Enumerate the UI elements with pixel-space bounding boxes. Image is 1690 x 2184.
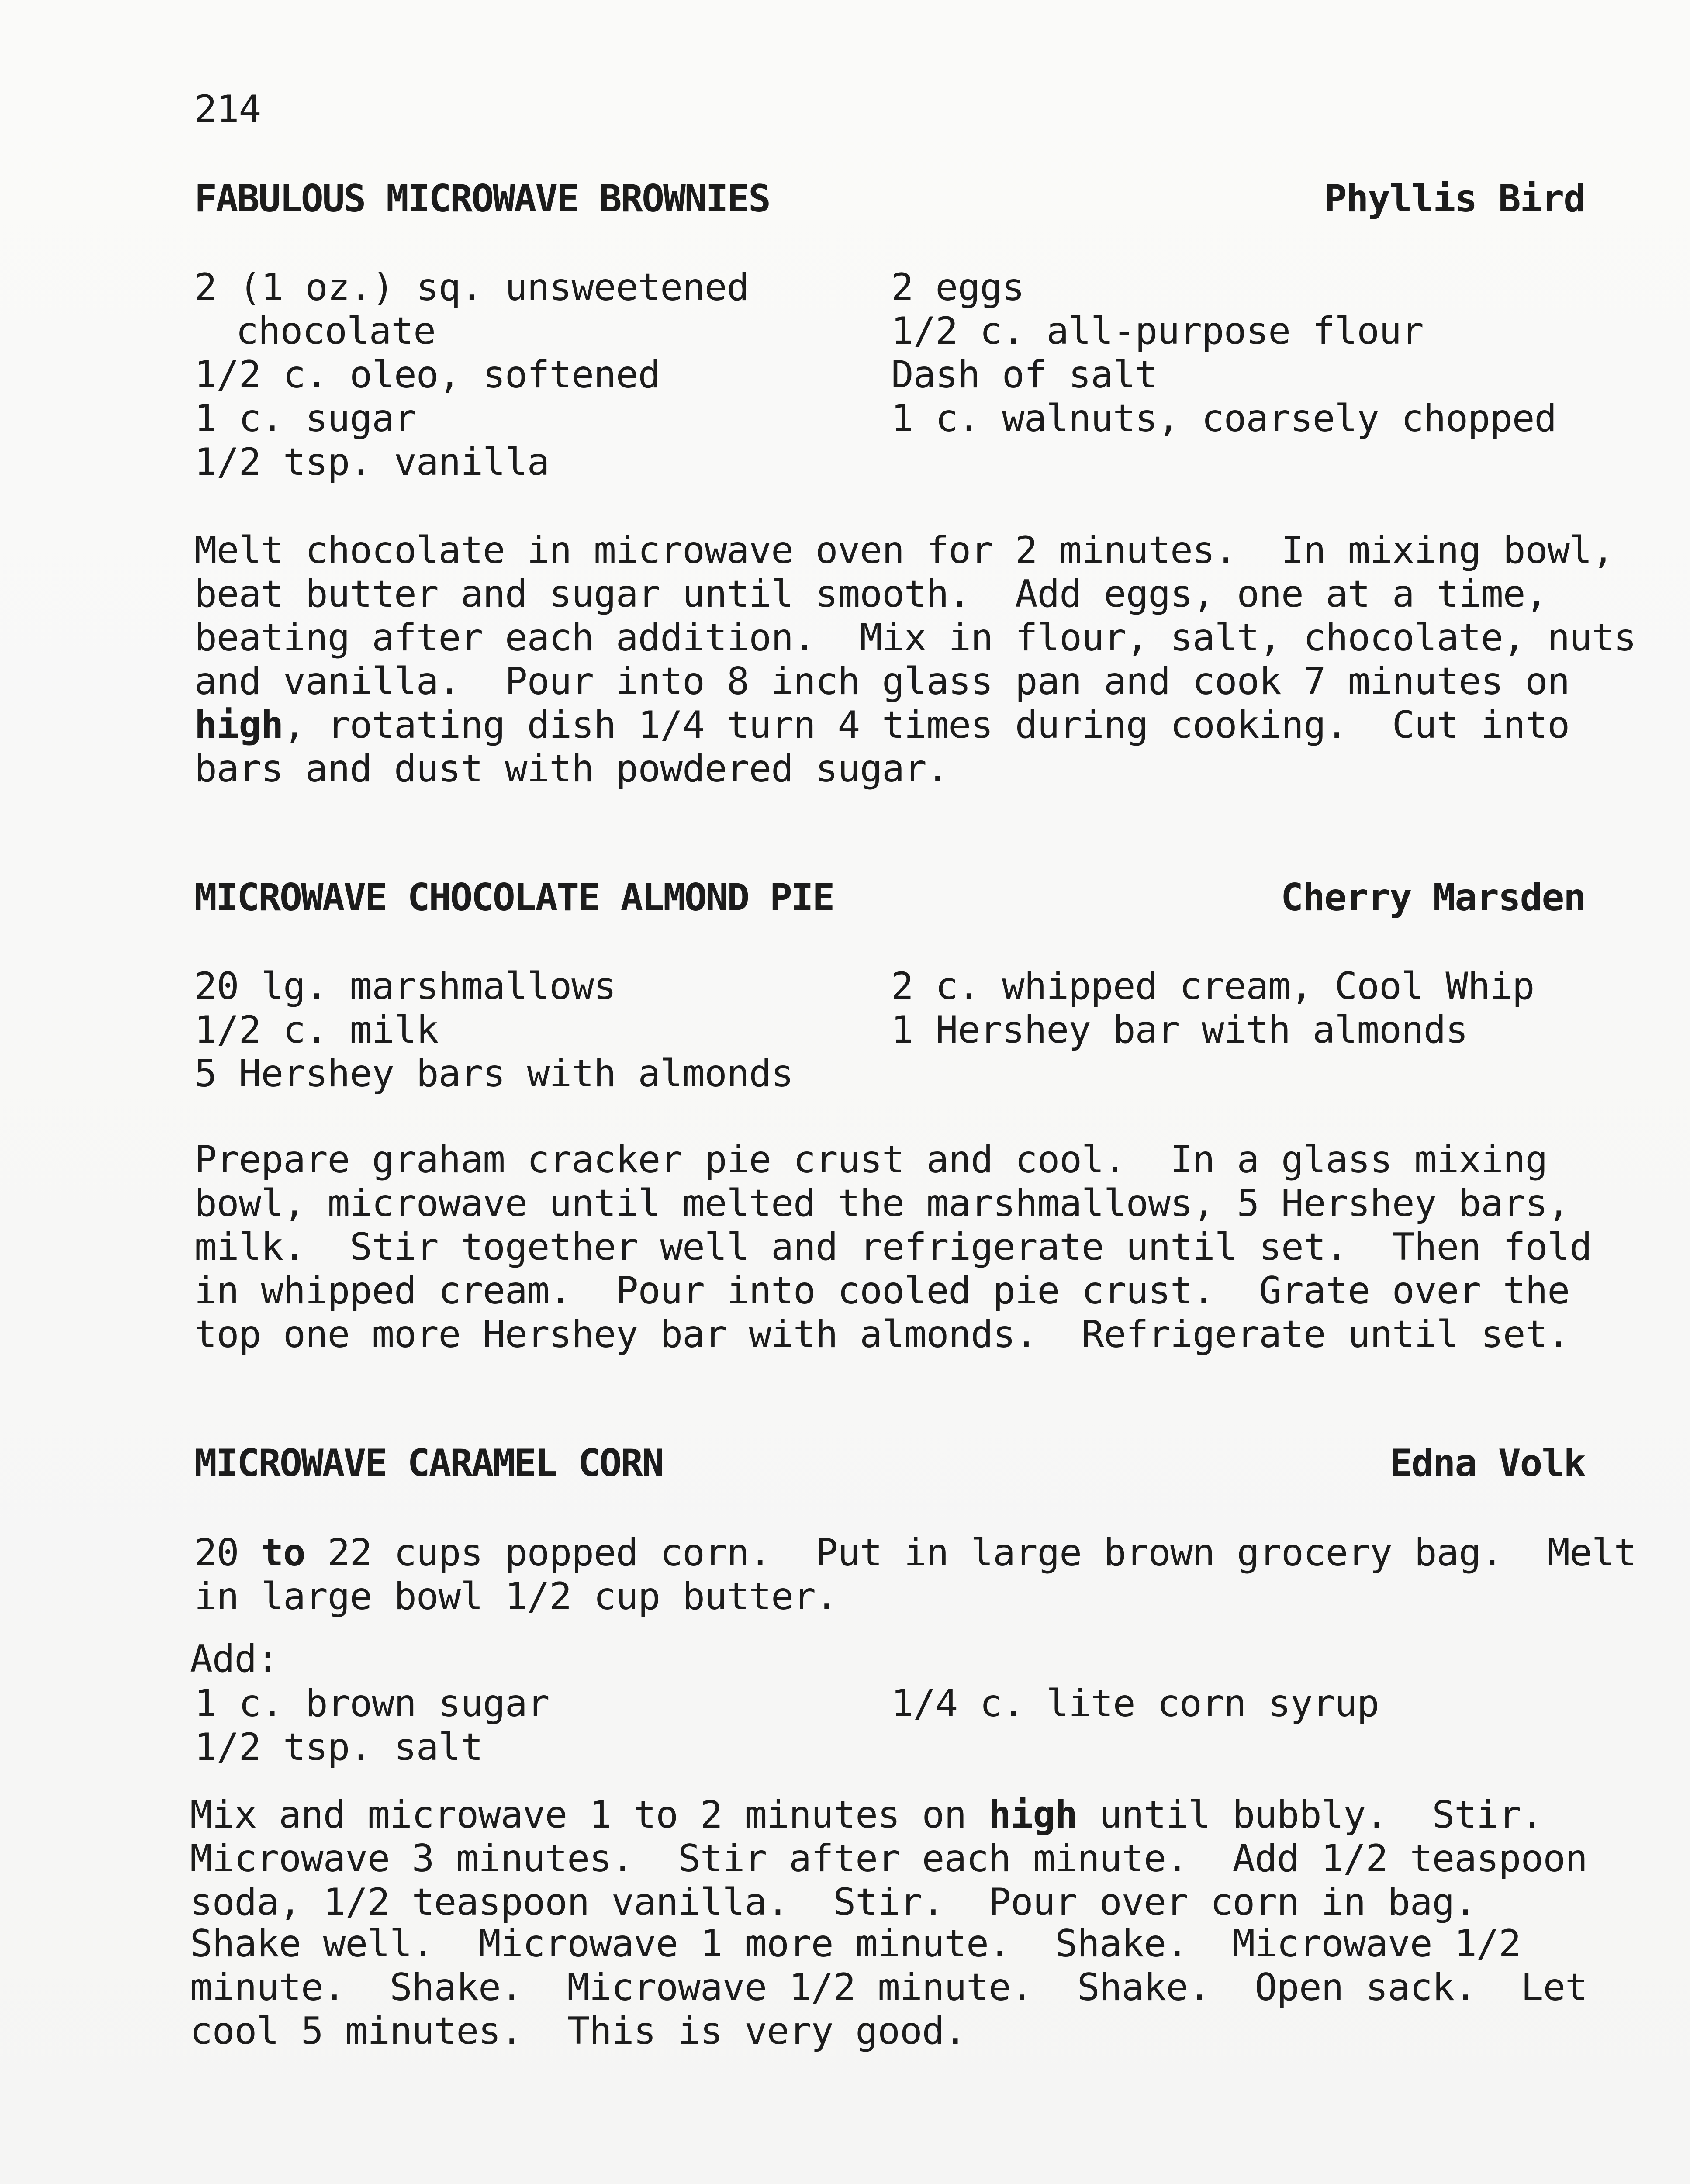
direction-line: soda, 1/2 teaspoon vanilla. Stir. Pour over corn in bag. [190,1880,1477,1924]
intro-line: in large bowl 1/2 cup butter. [194,1575,838,1618]
ingredient: Dash of salt [891,353,1158,397]
ingredient: 1/2 tsp. vanilla [194,440,550,484]
recipe-title: MICROWAVE CARAMEL CORN [194,1441,664,1485]
recipe-author: Edna Volk [1389,1441,1585,1485]
direction-line: and vanilla. Pour into 8 inch glass pan and cook 7 minutes on [194,660,1570,703]
direction-line: Prepare graham cracker pie crust and cool. In a glass mixing [194,1138,1548,1182]
direction-line: bowl, microwave until melted the marshmallows, 5 Hershey bars, [194,1182,1570,1225]
page-number: 214 [194,87,261,131]
ingredient: 1/2 c. milk [194,1008,439,1052]
direction-line: cool 5 minutes. This is very good. [190,2009,967,2053]
intro-line: 20 to 22 cups popped corn. Put in large brown grocery bag. Melt [194,1531,1636,1575]
direction-line: high, rotating dish 1/4 turn 4 times during cooking. Cut into [194,703,1570,747]
ingredient: 5 Hershey bars with almonds [194,1052,793,1095]
ingredient: 1/2 tsp. salt [194,1725,483,1769]
recipe-title: MICROWAVE CHOCOLATE ALMOND PIE [194,876,834,919]
direction-line: Melt chocolate in microwave oven for 2 minutes. In mixing bowl, [194,529,1614,572]
ingredient: 2 eggs [891,266,1024,309]
direction-line: minute. Shake. Microwave 1/2 minute. Shake. Open sack. Let [190,1966,1587,2009]
add-label: Add: [190,1637,279,1681]
direction-line: beating after each addition. Mix in flour, salt, chocolate, nuts [194,616,1636,660]
ingredient: 20 lg. marshmallows [194,964,616,1008]
direction-line: Mix and microwave 1 to 2 minutes on high until bubbly. Stir. [190,1793,1543,1837]
ingredient: 1/2 c. all-purpose flour [891,309,1424,353]
direction-line: beat butter and sugar until smooth. Add eggs, one at a time, [194,572,1548,616]
ingredient: 1 c. sugar [194,397,416,440]
direction-line: top one more Hershey bar with almonds. Refrigerate until set. [194,1313,1570,1356]
recipe-author: Phyllis Bird [1324,177,1585,221]
direction-line: Shake well. Microwave 1 more minute. Shake. Microwave 1/2 [190,1922,1521,1966]
ingredient: 1 Hershey bar with almonds [891,1008,1468,1052]
direction-line: Microwave 3 minutes. Stir after each minute. Add 1/2 teaspoon [190,1837,1587,1880]
ingredient: 1 c. walnuts, coarsely chopped [891,397,1557,440]
recipe-author: Cherry Marsden [1281,876,1585,919]
recipe-title: FABULOUS MICROWAVE BROWNIES [194,177,770,221]
ingredient: 1/2 c. oleo, softened [194,353,660,397]
direction-line: bars and dust with powdered sugar. [194,747,949,791]
ingredient: chocolate [236,309,435,353]
direction-line: in whipped cream. Pour into cooled pie crust. Grate over the [194,1269,1570,1313]
ingredient: 1/4 c. lite corn syrup [891,1682,1379,1725]
ingredient: 2 c. whipped cream, Cool Whip [891,964,1534,1008]
ingredient: 1 c. brown sugar [194,1682,550,1725]
ingredient: 2 (1 oz.) sq. unsweetened [194,266,749,309]
direction-line: milk. Stir together well and refrigerate until set. Then fold [194,1225,1592,1269]
